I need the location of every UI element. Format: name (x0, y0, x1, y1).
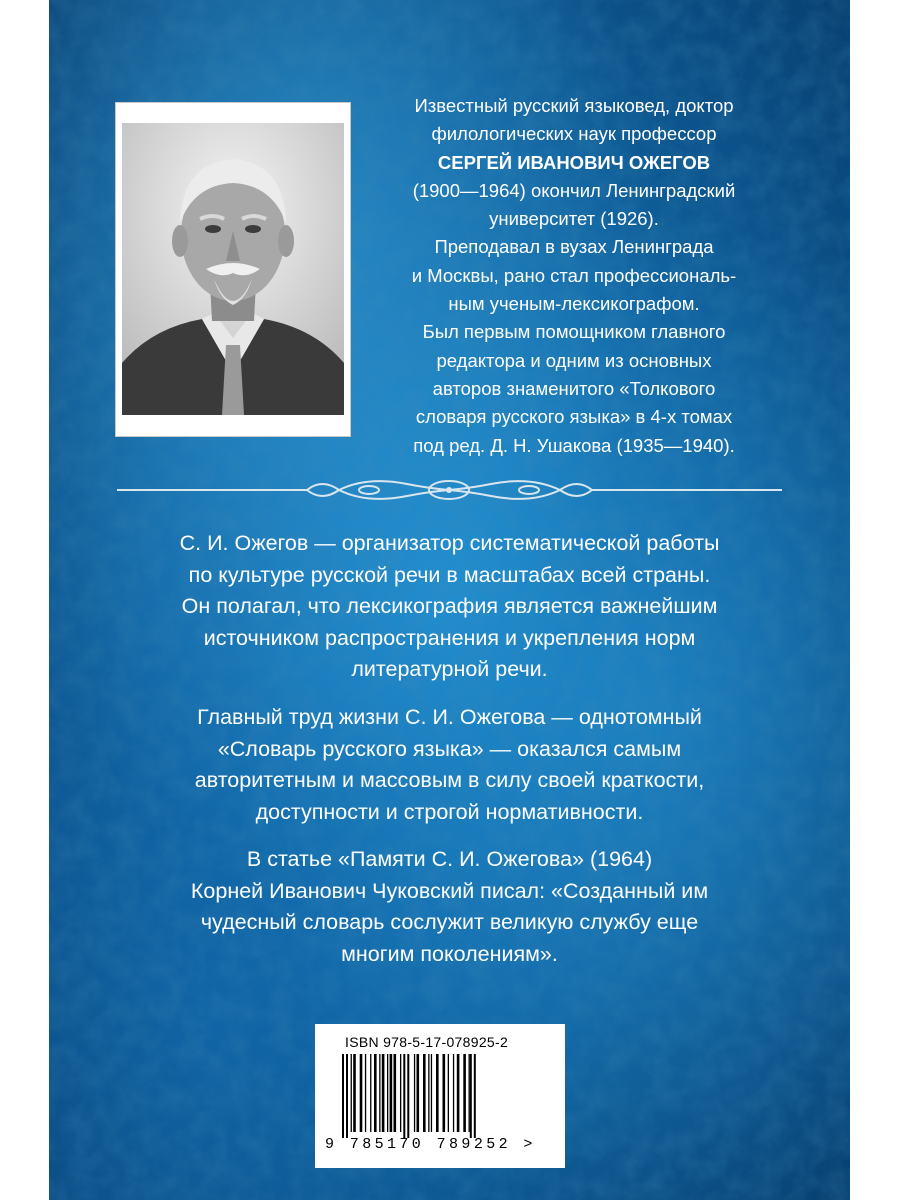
text-line: авторитетным и массовым в силу своей краткости, (194, 768, 705, 792)
paragraph-main-work (89, 702, 810, 828)
text-line: многим поколениям». (341, 941, 558, 966)
barcode-bar (423, 1054, 426, 1132)
barcode-bar (400, 1054, 401, 1132)
barcode-bar (374, 1054, 377, 1132)
barcode-bar (474, 1054, 476, 1138)
barcode-bar (436, 1054, 439, 1132)
barcode-bars (342, 1054, 538, 1138)
barcode-bar (346, 1054, 348, 1138)
barcode-bar (443, 1054, 446, 1132)
barcode-bar (387, 1054, 388, 1132)
bio-line: ным ученым-лексикографом. (448, 293, 700, 315)
text-line: источником распространения и укрепления норм (203, 625, 696, 650)
barcode-bar (394, 1054, 397, 1132)
barcode-bar (353, 1054, 356, 1132)
barcode-bar (379, 1054, 380, 1132)
text-line: Главный труд жизни С. И. Ожегова — однотомный (197, 705, 702, 729)
bio-line: Известный русский языковед, доктор (414, 95, 734, 116)
barcode-bar (407, 1054, 409, 1138)
barcode-bar (448, 1054, 449, 1132)
bio-line: университет (1926). (489, 208, 659, 230)
paragraph-organizer (89, 528, 810, 686)
author-bio (354, 92, 794, 460)
author-portrait (115, 102, 351, 437)
text-line: Корней Иванович Чуковский писал: «Созданный им (190, 878, 709, 903)
bio-line: Преподавал в вузах Ленинграда (434, 236, 714, 258)
barcode-bar (370, 1054, 371, 1132)
barcode-digits: 9 785170 789252 > (325, 1136, 536, 1153)
isbn-barcode (315, 1024, 565, 1168)
isbn-label: ISBN 978-5-17-078925-2 (345, 1034, 509, 1050)
barcode-bar (403, 1054, 405, 1138)
text-line: С. И. Ожегов — организатор систематической работы (179, 531, 720, 555)
bio-line: редактора и одним из основных (436, 349, 712, 371)
barcode-bar (342, 1054, 344, 1138)
bio-line: словаря русского языка» в 4-х томах (415, 406, 733, 428)
barcode-bar (360, 1054, 363, 1132)
barcode-bar (417, 1054, 420, 1132)
text-line: «Словарь русского языка» — оказался самым (217, 736, 682, 761)
text-line: доступности и строгой нормативности. (255, 799, 644, 824)
bio-line: авторов знаменитого «Толкового (432, 377, 716, 399)
barcode-bar (469, 1054, 470, 1132)
barcode-bar (453, 1054, 454, 1132)
bio-line: под ред. Д. Н. Ушакова (1935—1940). (413, 434, 735, 456)
bio-line: Был первым помощником главного (422, 321, 726, 343)
bio-line: и Москвы, рано стал профессиональ- (411, 264, 737, 286)
author-photo-image (122, 123, 344, 415)
text-line: В статье «Памяти С. И. Ожегова» (1964) (246, 847, 653, 871)
bio-line: (1900—1964) окончил Ленинградский (412, 179, 736, 201)
back-cover (49, 0, 850, 1200)
barcode-bar (463, 1054, 466, 1132)
barcode-bar (431, 1054, 432, 1132)
barcode-bar (414, 1054, 415, 1132)
barcode-bar (365, 1054, 366, 1132)
barcode-bar (382, 1054, 385, 1132)
author-name: СЕРГЕЙ ИВАНОВИЧ ОЖЕГОВ (437, 151, 711, 173)
paragraph-chukovsky-quote (89, 844, 810, 970)
barcode-bar (428, 1054, 429, 1132)
barcode-bar (390, 1054, 393, 1132)
text-line: по культуре русской речи в масштабах всей страны. (188, 562, 711, 587)
barcode-bar (351, 1054, 352, 1132)
text-line: чудесный словарь сослужит великую службу еще (200, 910, 699, 934)
ornamental-divider (117, 470, 782, 510)
text-line: литературной речи. (351, 657, 548, 681)
barcode-bar (470, 1054, 472, 1138)
text-line: Он полагал, что лексикография является важнейшим (181, 594, 718, 618)
bio-line: филологических наук профессор (431, 123, 717, 145)
barcode-bar (457, 1054, 460, 1132)
